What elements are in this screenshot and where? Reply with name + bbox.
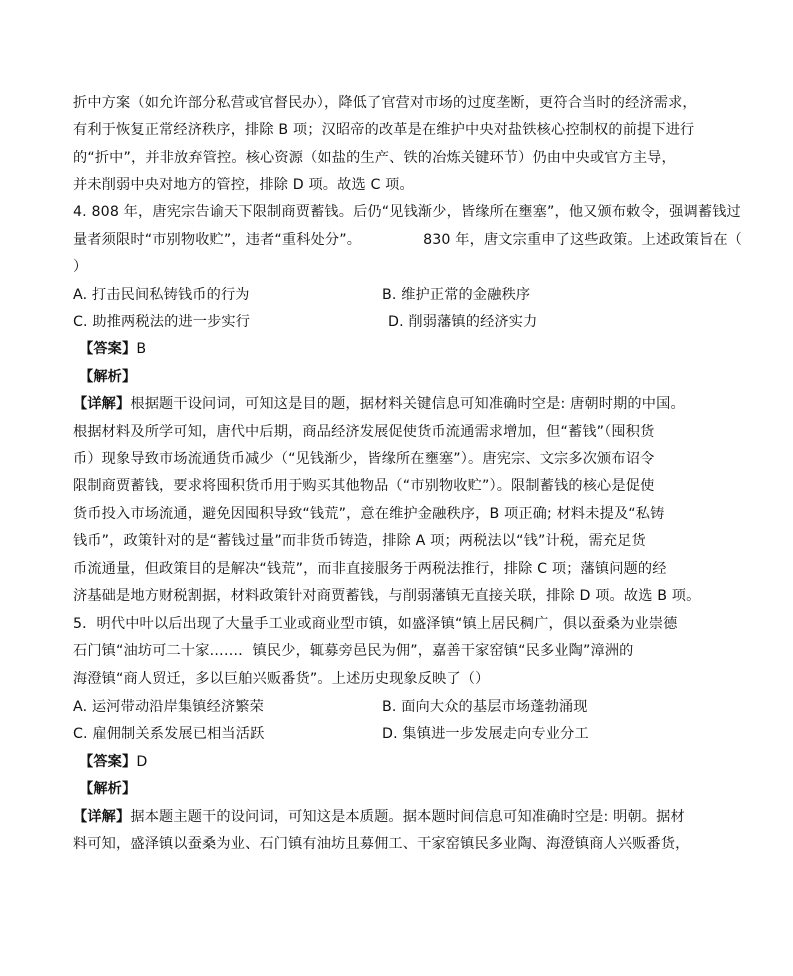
q4-detail-line: 币流通量，但政策目的是解决“钱荒”，而非直接服务于两税法推行，排除 C 项；藩镇问题的经 — [73, 561, 667, 577]
q5-stem: 石门镇“油坊可二十家……．镇民少，辄募旁邑民为佣”，嘉善干家窑镇“民多业陶”漳洲的 — [73, 643, 634, 659]
answer-value: B — [136, 341, 147, 357]
q4-answer — [79, 339, 146, 359]
q4-detail-line: 钱币”，政策针对的是“蓄钱过量”而非货币铸造，排除 A 项；两税法以“钱”计税，需充足货 — [73, 533, 646, 549]
q5-stem: 海澄镇“商人贸迁，多以巨舶兴贩番货”。上述历史现象反映了（） — [73, 671, 490, 687]
prev-text-line: 折中方案（如允许部分私营或官督民办），降低了官营对市场的过度垄断，更符合当时的经济需求， — [73, 95, 697, 111]
q4-stem: ） — [73, 259, 88, 275]
q4-detail-line — [73, 394, 685, 414]
q5-option-d[interactable]: D. 集镇进一步发展走向专业分工 — [382, 726, 589, 742]
q5-stem: 5．明代中叶以后出现了大量手工业或商业型市镇，如盛泽镇“镇上居民稠广，俱以蚕桑为业崇德 — [73, 616, 678, 632]
q5-option-a[interactable]: A. 运河带动沿岸集镇经济繁荣 — [73, 699, 264, 715]
q5-analysis-label: 【解析】 — [79, 781, 137, 797]
q4-option-b[interactable]: B. 维护正常的金融秩序 — [382, 287, 531, 303]
q5-answer — [79, 752, 147, 772]
q4-stem-part: 量者须限时“市别物收贮”，违者“重科处分”。 — [73, 232, 362, 248]
detail-label: 【详解】 — [73, 809, 131, 825]
q4-detail-line: 限制商贾蓄钱，要求将囤积货币用于购买其他物品（“市别物收贮”）。限制蓄钱的核心是促使 — [73, 478, 655, 494]
q4-detail-line: 货币投入市场流通，避免因囤积导致“钱荒”，意在维护金融秩序，B 项正确; 材料未提及“私铸 — [73, 506, 665, 522]
q4-detail-line: 济基础是地方财税割据，材料政策针对商贾蓄钱，与削弱藩镇无直接关联，排除 D 项。故选 B 项。 — [73, 588, 701, 604]
q4-option-a[interactable]: A. 打击民间私铸钱币的行为 — [73, 287, 250, 303]
answer-value: D — [136, 754, 148, 770]
q4-analysis-label: 【解析】 — [79, 369, 137, 385]
q4-stem — [73, 230, 742, 250]
answer-label: 【答案】 — [79, 341, 137, 357]
q5-detail-line — [73, 807, 685, 827]
q4-option-c[interactable]: C. 助推两税法的进一步实行 — [73, 314, 251, 330]
detail-text: 据本题主题干的设问词，可知这是本质题。据本题时间信息可知准确时空是: 明朝。据材 — [130, 809, 685, 825]
prev-text-line: 的“折中”，并非放弃管控。核心资源（如盐的生产、铁的冶炼关键环节）仍由中央或官方主导， — [73, 150, 676, 166]
q4-stem-part: 830 年，唐文宗重申了这些政策。上述政策旨在（ — [423, 232, 743, 248]
detail-text: 根据题干设问词，可知这是目的题，据材料关键信息可知准确时空是: 唐朝时期的中国。 — [130, 396, 685, 412]
q4-detail-line: 币）现象导致市场流通货币减少（“见钱渐少，皆缘所在壅塞”）。唐宪宗、文宗多次颁布诏令 — [73, 451, 655, 467]
answer-label: 【答案】 — [79, 754, 137, 770]
q4-detail-line: 根据材料及所学可知，唐代中后期，商品经济发展促使货币流通需求增加，但“蓄钱”（囤积货 — [73, 424, 655, 440]
prev-text-line: 有利于恢复正常经济秩序，排除 B 项；汉昭帝的改革是在维护中央对盐铁核心控制权的前提下进行 — [73, 122, 695, 138]
q4-option-d[interactable]: D. 削弱藩镇的经济实力 — [388, 314, 538, 330]
q5-detail-line: 料可知，盛泽镇以蚕桑为业、石门镇有油坊且募佣工、干家窑镇民多业陶、海澄镇商人兴贩番货， — [73, 836, 690, 852]
prev-text-line: 并未削弱中央对地方的管控，排除 D 项。故选 C 项。 — [73, 177, 414, 193]
q4-stem: 4. 808 年，唐宪宗告谕天下限制商贾蓄钱。后仍“见钱渐少，皆缘所在壅塞”，他又颁布敕令，强调蓄钱过 — [73, 204, 741, 220]
q5-option-c[interactable]: C. 雇佣制关系发展已相当活跃 — [73, 726, 265, 742]
detail-label: 【详解】 — [73, 396, 131, 412]
q5-option-b[interactable]: B. 面向大众的基层市场蓬勃涌现 — [382, 699, 588, 715]
